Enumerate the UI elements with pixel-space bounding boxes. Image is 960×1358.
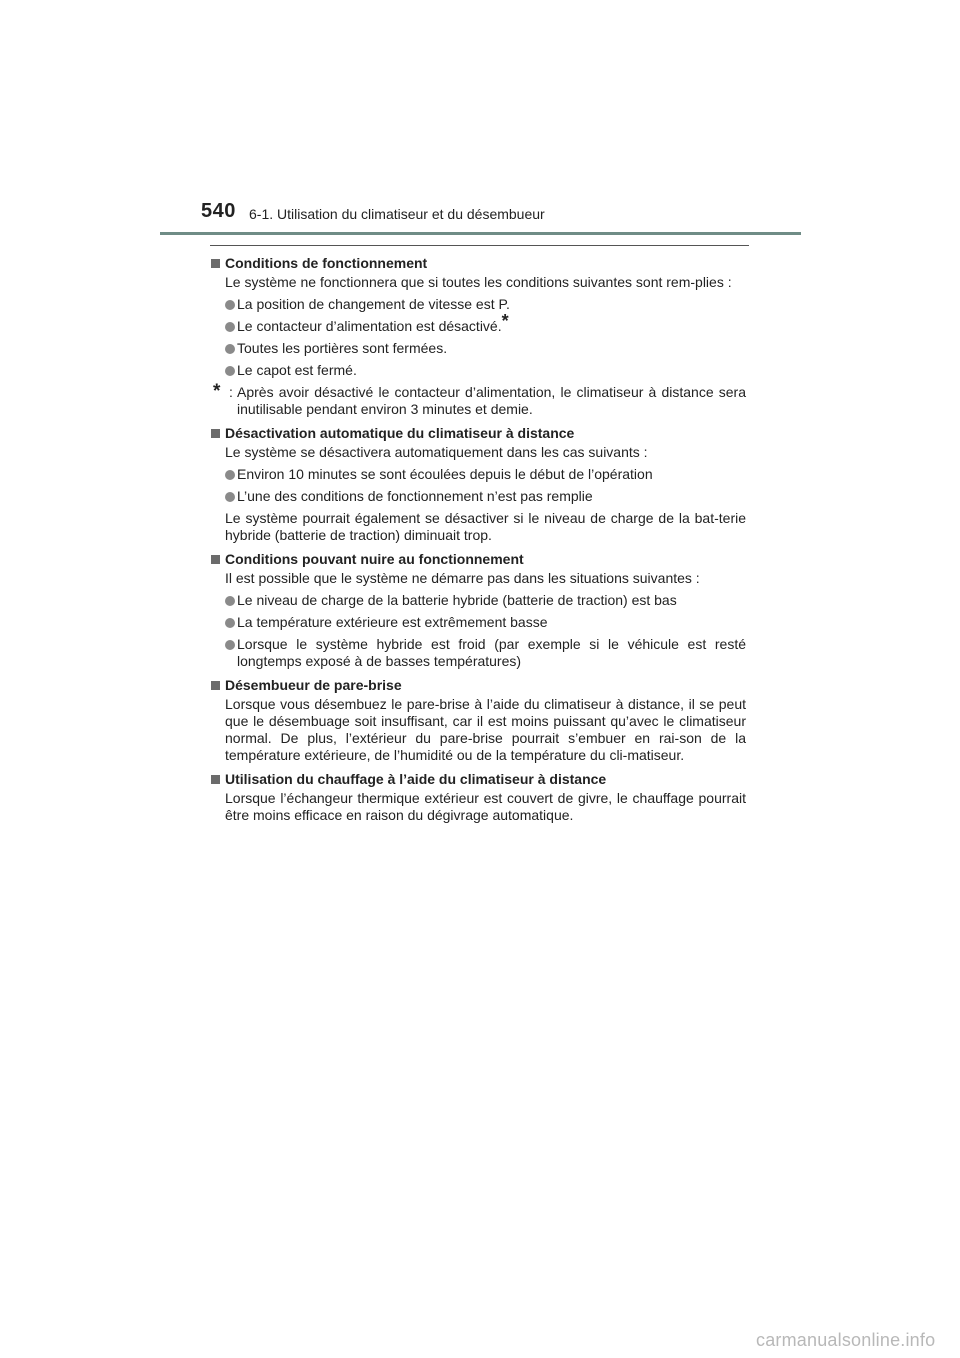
section-windshield-defogger — [211, 677, 746, 764]
list-item-text: Toutes les portières sont fermées. — [237, 340, 448, 356]
list-item-text: Le contacteur d’alimentation est désactivé. — [237, 318, 502, 334]
list-item — [211, 614, 746, 631]
section-heading — [211, 551, 746, 568]
square-bullet-icon — [211, 775, 220, 784]
list-item-text: Environ 10 minutes se sont écoulées depuis le début de l’opération — [237, 466, 653, 482]
section-title-text: Utilisation du chauffage à l’aide du climatiseur à distance — [225, 771, 607, 787]
round-bullet-icon — [225, 596, 235, 606]
square-bullet-icon — [211, 681, 220, 690]
list-item-text: Le niveau de charge de la batterie hybride (batterie de traction) est bas — [237, 592, 677, 608]
list-item-text: Le capot est fermé. — [237, 362, 357, 378]
section-heading — [211, 677, 746, 694]
list-item — [211, 488, 746, 505]
section-heading — [211, 425, 746, 442]
footnote-reference: * — [501, 311, 509, 331]
list-item — [211, 466, 746, 483]
round-bullet-icon — [225, 640, 235, 650]
footnote-asterisk: * — [213, 381, 221, 402]
page-number: 540 — [201, 200, 236, 222]
section-heading — [211, 255, 746, 272]
footnote — [211, 381, 746, 418]
page-content — [211, 255, 746, 831]
section-intro: Il est possible que le système ne démarre pas dans les situations suivantes : — [225, 570, 700, 586]
footnote-text: Après avoir désactivé le contacteur d’alimentation, le climatiseur à distance sera inutilisable pendant environ 3 minutes et demie. — [237, 384, 746, 417]
round-bullet-icon — [225, 492, 235, 502]
section-outro: Le système pourrait également se désactiver si le niveau de charge de la bat-terie hybride (batterie de traction) diminuait trop. — [225, 510, 746, 543]
list-item — [211, 340, 746, 357]
round-bullet-icon — [225, 322, 235, 332]
round-bullet-icon — [225, 344, 235, 354]
section-adverse-conditions — [211, 551, 746, 670]
square-bullet-icon — [211, 555, 220, 564]
round-bullet-icon — [225, 366, 235, 376]
list-item — [211, 636, 746, 670]
page-header — [0, 0, 960, 240]
section-title-text: Désactivation automatique du climatiseur à distance — [225, 425, 575, 441]
round-bullet-icon — [225, 618, 235, 628]
list-item-text: Lorsque le système hybride est froid (par exemple si le véhicule est resté longtemps exposé à de basses températures) — [237, 636, 746, 669]
section-heading — [211, 771, 746, 788]
section-intro: Le système ne fonctionnera que si toutes les conditions suivantes sont rem-plies : — [225, 274, 732, 290]
section-operating-conditions — [211, 255, 746, 418]
list-item-text: L’une des conditions de fonctionnement n’est pas remplie — [237, 488, 593, 504]
section-title-text: Conditions pouvant nuire au fonctionnement — [225, 551, 524, 567]
section-intro: Lorsque l’échangeur thermique extérieur est couvert de givre, le chauffage pourrait être moins efficace en raison du dégivrage automatique. — [225, 790, 746, 823]
footnote-colon: : — [229, 384, 233, 400]
list-item-text: La température extérieure est extrêmement basse — [237, 614, 548, 630]
list-item — [211, 296, 746, 313]
square-bullet-icon — [211, 259, 220, 268]
section-auto-deactivation — [211, 425, 746, 544]
header-rule — [160, 232, 801, 235]
list-item — [211, 311, 746, 335]
content-top-rule — [210, 245, 749, 246]
section-intro: Le système se désactivera automatiquement dans les cas suivants : — [225, 444, 648, 460]
round-bullet-icon — [225, 300, 235, 310]
list-item — [211, 362, 746, 379]
section-title-text: Désembueur de pare-brise — [225, 677, 402, 693]
section-heating-remote — [211, 771, 746, 824]
section-intro: Lorsque vous désembuez le pare-brise à l’aide du climatiseur à distance, il se peut que le désembuage soit insuffisant, car il est moins puissant qu’avec le climatiseur normal. De plus, l’extérieur du pare-brise pourrait s’embuer en rai-son de la température extérieure, de l’humidité ou de la température du cli-matiseur. — [225, 696, 746, 763]
round-bullet-icon — [225, 470, 235, 480]
section-title-text: Conditions de fonctionnement — [225, 255, 428, 271]
square-bullet-icon — [211, 429, 220, 438]
list-item-text: La position de changement de vitesse est P. — [237, 296, 510, 312]
watermark: carmanualsonline.info — [756, 1330, 936, 1350]
list-item — [211, 592, 746, 609]
chapter-title: 6-1. Utilisation du climatiseur et du désembueur — [249, 206, 545, 222]
